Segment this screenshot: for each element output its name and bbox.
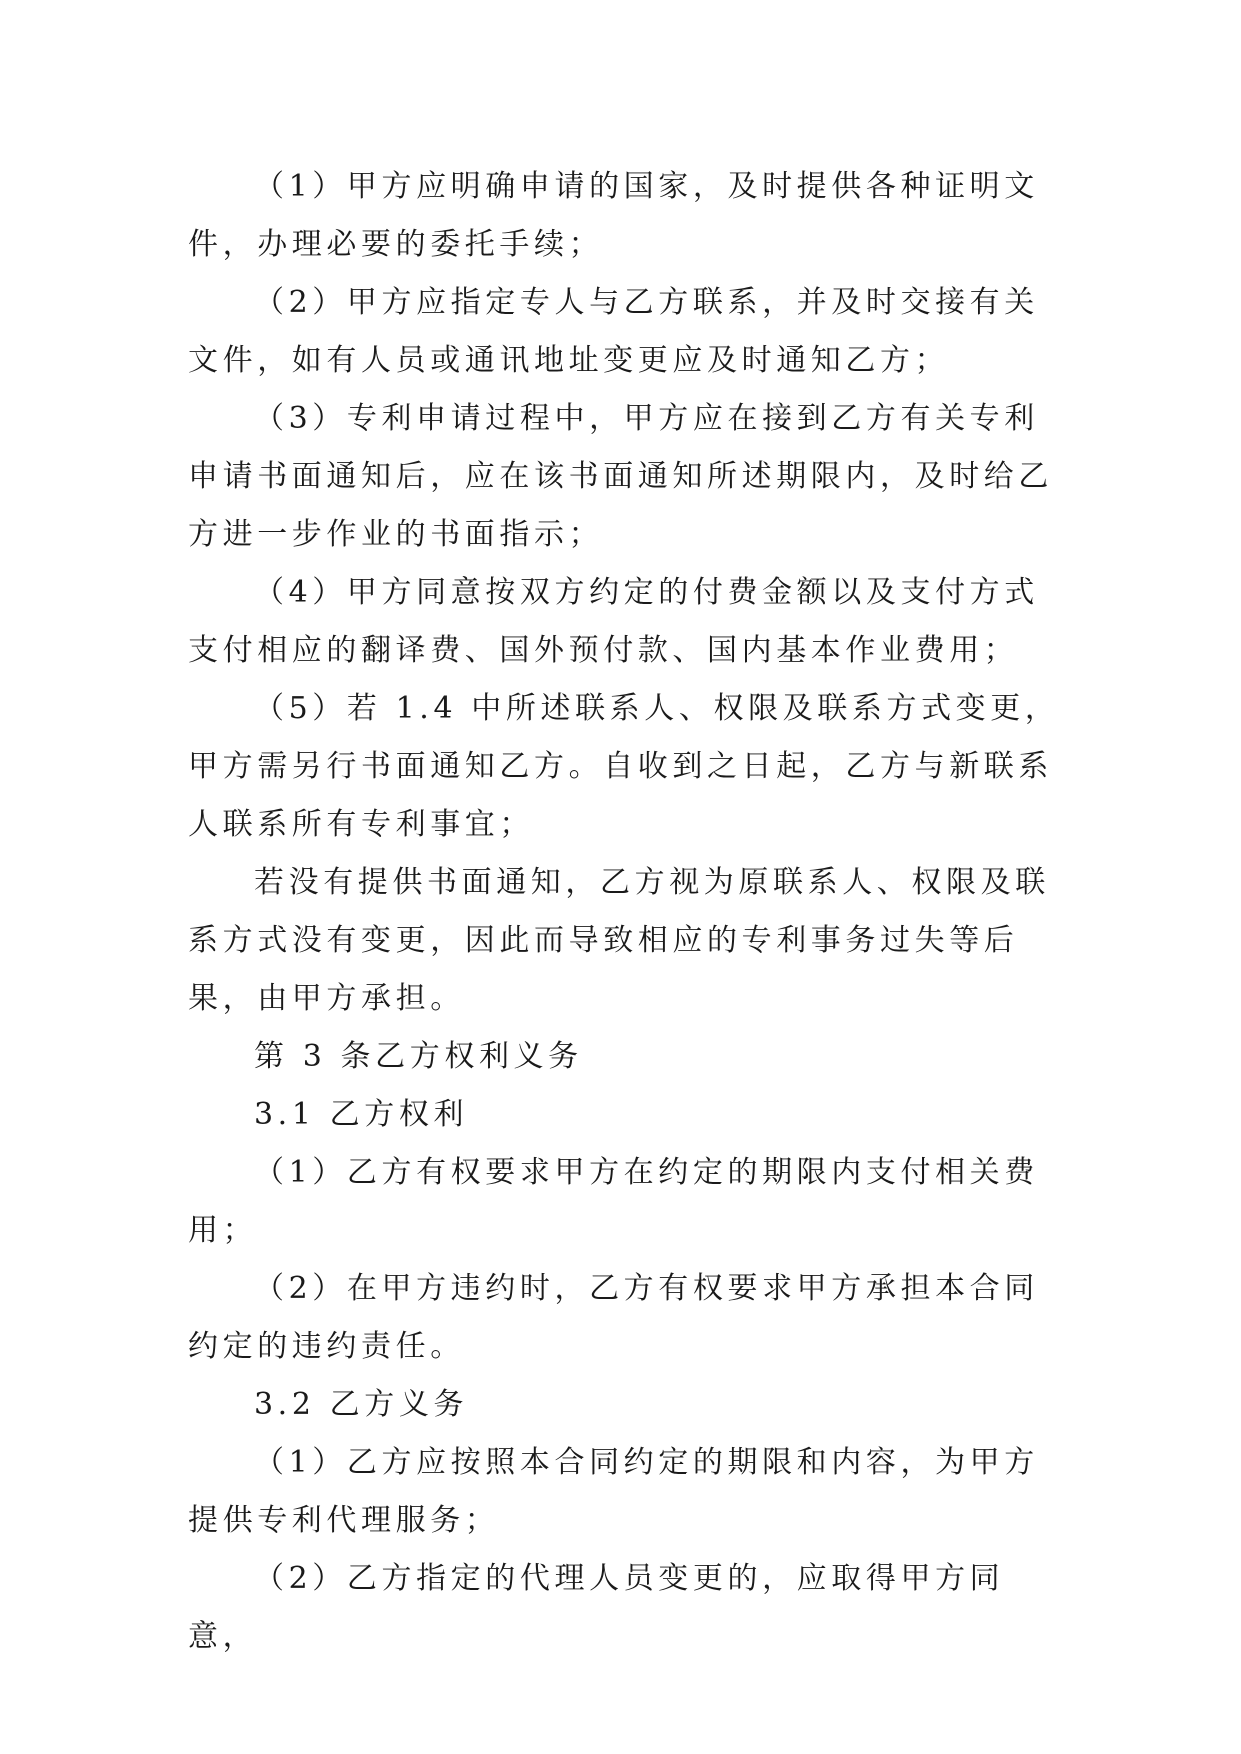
- subsection-heading-3-2: 3.2 乙方义务: [254, 1387, 469, 1422]
- paragraph-2: （2）甲方应指定专人与乙方联系，并及时交接有关文件，如有人员或通讯地址变更应及时通知乙方；: [188, 285, 1039, 378]
- paragraph-3-2-1: （1）乙方应按照本合同约定的期限和内容，为甲方提供专利代理服务；: [188, 1445, 1039, 1538]
- paragraph-6: 若没有提供书面通知，乙方视为原联系人、权限及联系方式没有变更，因此而导致相应的专利事务过失等后果，由甲方承担。: [188, 865, 1050, 1016]
- section-heading-article-3: 第 3 条乙方权利义务: [254, 1039, 583, 1074]
- paragraph-4: （4）甲方同意按双方约定的付费金额以及支付方式支付相应的翻译费、国外预付款、国内基本作业费用；: [188, 575, 1039, 668]
- paragraph-3: （3）专利申请过程中，甲方应在接到乙方有关专利申请书面通知后，应在该书面通知所述期限内，及时给乙方进一步作业的书面指示；: [188, 401, 1053, 552]
- paragraph-3-1-1: （1）乙方有权要求甲方在约定的期限内支付相关费用；: [188, 1155, 1039, 1248]
- subsection-heading-3-1: 3.1 乙方权利: [254, 1097, 469, 1132]
- paragraph-3-2-2: （2）乙方指定的代理人员变更的，应取得甲方同意，: [188, 1561, 1005, 1654]
- paragraph-5: （5）若 1.4 中所述联系人、权限及联系方式变更，甲方需另行书面通知乙方。自收到之日起，乙方与新联系人联系所有专利事宜；: [188, 691, 1060, 842]
- document-body: [188, 158, 1068, 1666]
- paragraph-3-1-2: （2）在甲方违约时，乙方有权要求甲方承担本合同约定的违约责任。: [188, 1271, 1039, 1364]
- paragraph-1: （1）甲方应明确申请的国家，及时提供各种证明文件，办理必要的委托手续；: [188, 169, 1039, 262]
